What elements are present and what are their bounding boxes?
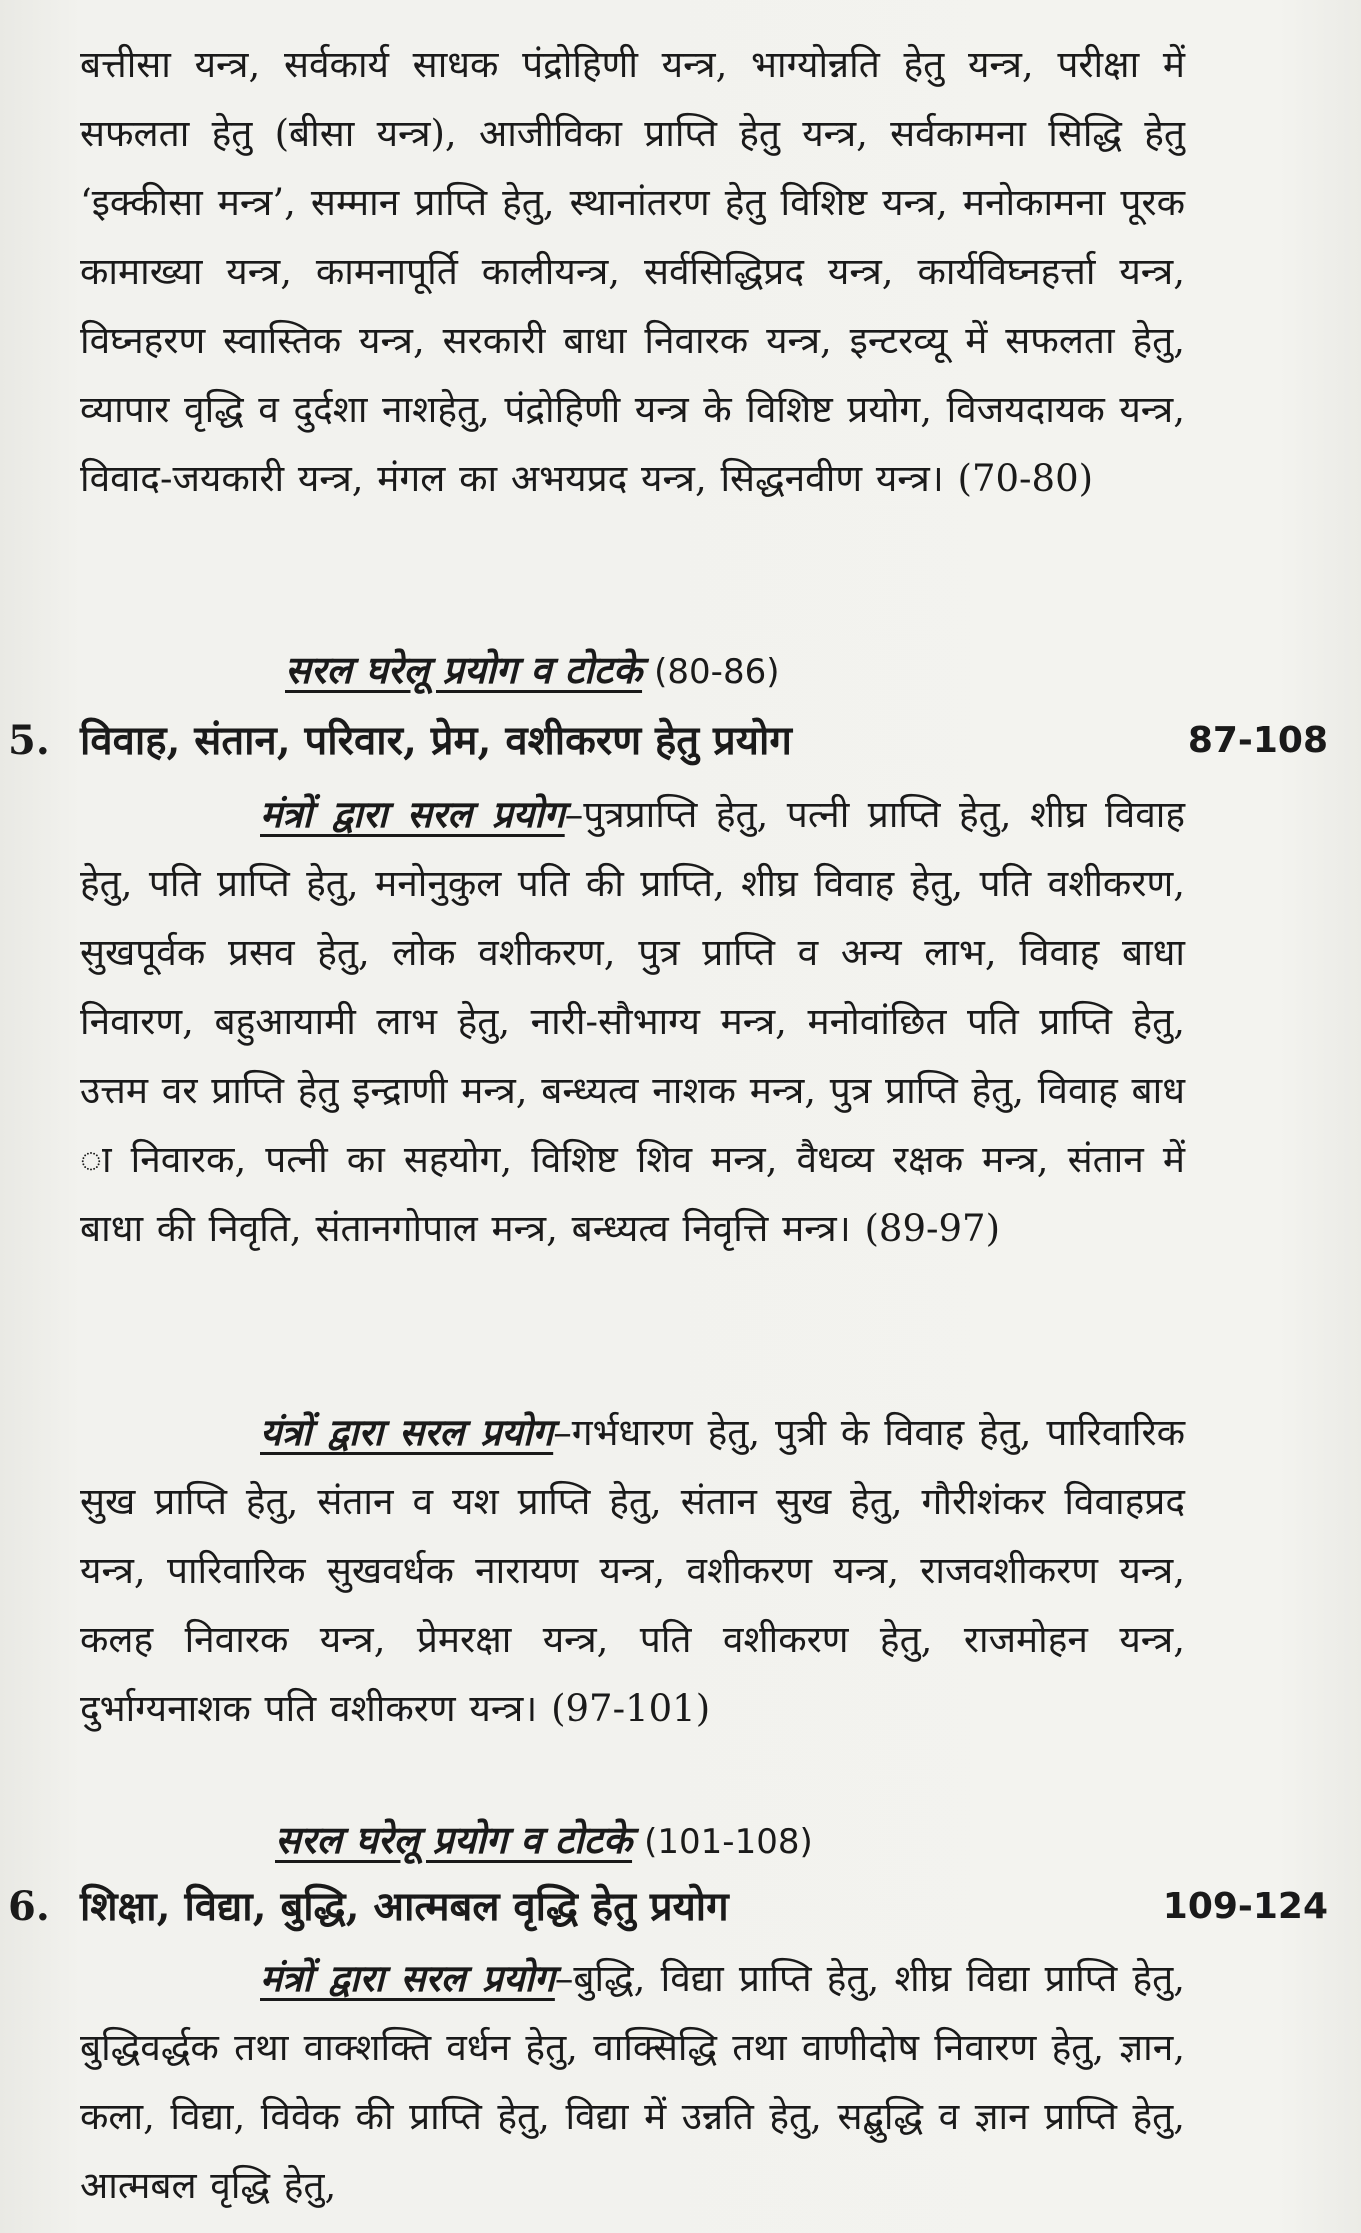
yantra-text: –गर्भधारण हेतु, पुत्री के विवाह हेतु, पारिवारिक सुख प्राप्ति हेतु, संतान व यश प्राप्ति हेतु, संतान सुख हेतु, गौरीशंकर विवाहप्रद यन्त्र, पारिवारिक सुखवर्धक नारायण यन्त्र, वशीकरण यन्त्र, राजवशीकरण यन्त्र, कलह निवारक यन्त्र, प्रेमरक्षा यन्त्र, पति वशीकरण हेतु, राजमोहन यन्त्र, दुर्भाग्यनाशक पति वशीकरण यन्त्र। (97-101) xyxy=(80,1411,1185,1730)
yantra-label: यंत्रों द्वारा सरल प्रयोग xyxy=(260,1410,554,1454)
mantra-text: –पुत्रप्राप्ति हेतु, पत्नी प्राप्ति हेतु, शीघ्र विवाह हेतु, पति प्राप्ति हेतु, मनोनुकुल पति की प्राप्ति, शीघ्र विवाह हेतु, पति वशीकरण, सुखपूर्वक प्रसव हेतु, लोक वशीकरण, पुत्र प्राप्ति व अन्य लाभ, विवाह बाधा निवारण, बहुआयामी लाभ हेतु, नारी-सौभाग्य मन्त्र, मनोवांछित पति प्राप्ति हेतु, उत्तम वर प्राप्ति हेतु इन्द्राणी मन्त्र, बन्ध्यत्व नाशक मन्त्र, पुत्र प्राप्ति हेतु, विवाह बाध ा निवारक, पत्नी का सहयोग, विशिष्ट शिव मन्त्र, वैधव्य रक्षक मन्त्र, संतान में बाधा की निवृति, संतानगोपाल मन्त्र, बन्ध्यत्व निवृत्ति मन्त्र। (89-97) xyxy=(80,793,1185,1250)
subheading-title: सरल घरेलू प्रयोग व टोटके xyxy=(275,1817,633,1862)
chapter-5-heading xyxy=(8,710,1328,772)
mantra-text: –बुद्धि, विद्या प्राप्ति हेतु, शीघ्र विद्या प्राप्ति हेतु, बुद्धिवर्द्धक तथा वाक्शक्ति वर्धन हेतु, वाक्सिद्धि तथा वाणीदोष निवारण हेतु, ज्ञान, कला, विद्या, विवेक की प्राप्ति हेतु, विद्या में उन्नति हेतु, सद्बुद्धि व ज्ञान प्राप्ति हेतु, आत्मबल वृद्धि हेतु, xyxy=(80,1957,1185,2207)
chapter-page-range: 87-108 xyxy=(1187,720,1328,761)
chapter-page-range: 109-124 xyxy=(1162,1886,1328,1927)
subheading-range: (101-108) xyxy=(644,1822,813,1862)
chapter-title: विवाह, संतान, परिवार, प्रेम, वशीकरण हेतु प्रयोग xyxy=(80,717,792,764)
mantra-label: मंत्रों द्वारा सरल प्रयोग xyxy=(260,792,565,836)
chapter-5-mantra-paragraph xyxy=(80,780,1185,1263)
subheading-range: (80-86) xyxy=(654,652,780,692)
subheading-title: सरल घरेलू प्रयोग व टोटके xyxy=(285,647,643,692)
chapter-number: 6. xyxy=(8,1883,50,1930)
yantra-list-paragraph xyxy=(80,30,1185,513)
chapter-number: 5. xyxy=(8,717,50,764)
mantra-label: मंत्रों द्वारा सरल प्रयोग xyxy=(260,1956,555,2000)
chapter-6-heading xyxy=(8,1876,1328,1938)
chapter-5-yantra-paragraph xyxy=(80,1398,1185,1743)
yantra-list-text: बत्तीसा यन्त्र, सर्वकार्य साधक पंद्रोहिणी यन्त्र, भाग्योन्नति हेतु यन्त्र, परीक्षा में सफलता हेतु (बीसा यन्त्र), आजीविका प्राप्ति हेतु यन्त्र, सर्वकामना सिद्धि हेतु ‘इक्कीसा मन्त्र’, सम्मान प्राप्ति हेतु, स्थानांतरण हेतु विशिष्ट यन्त्र, मनोकामना पूरक कामाख्या यन्त्र, कामनापूर्ति कालीयन्त्र, सर्वसिद्धिप्रद यन्त्र, कार्यविघ्नहर्त्ता यन्त्र, विघ्नहरण स्वास्तिक यन्त्र, सरकारी बाधा निवारक यन्त्र, इन्टरव्यू में सफलता हेतु, व्यापार वृद्धि व दुर्दशा नाशहेतु, पंद्रोहिणी यन्त्र के विशिष्ट प्रयोग, विजयदायक यन्त्र, विवाद-जयकारी यन्त्र, मंगल का अभयप्रद यन्त्र, सिद्धनवीण यन्त्र। (70-80) xyxy=(80,43,1185,500)
chapter-title: शिक्षा, विद्या, बुद्धि, आत्मबल वृद्धि हेतु प्रयोग xyxy=(80,1883,729,1930)
chapter-6-mantra-paragraph xyxy=(80,1944,1185,2220)
subheading-gharelu-2 xyxy=(275,1810,813,1872)
subheading-gharelu-1 xyxy=(285,640,779,702)
